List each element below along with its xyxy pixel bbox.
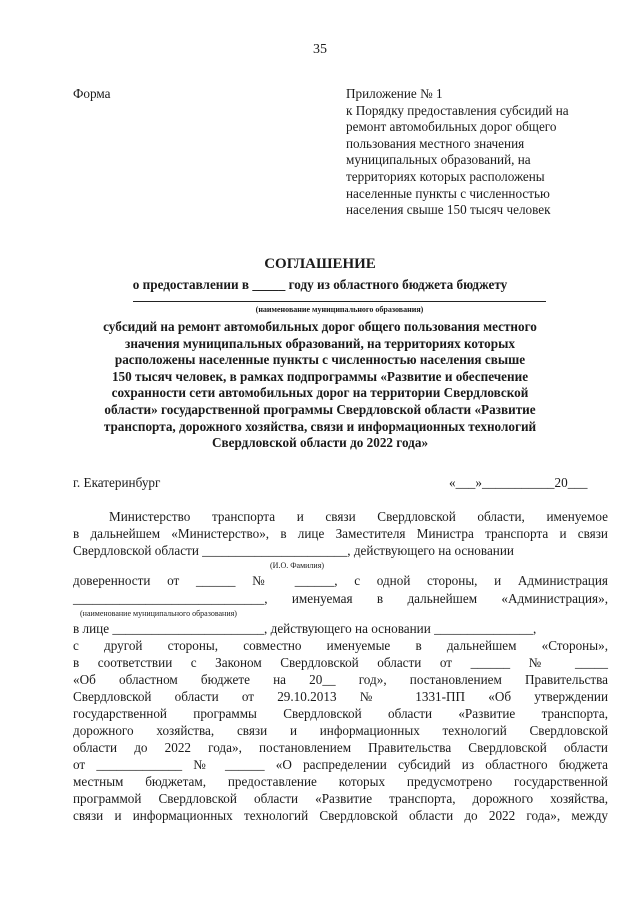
- appendix-line: муниципальных образований, на: [346, 152, 531, 168]
- municipality-caption: (наименование муниципального образования): [255, 305, 424, 314]
- heading-line: Свердловской области до 2022 года»: [211, 435, 429, 451]
- heading-line: области» государственной программы Свердловской области «Развитие: [104, 401, 536, 417]
- body-line: доверенности от ______ № ______, с одной стороны, и Администрация: [73, 573, 608, 588]
- appendix-line: к Порядку предоставления субсидий на: [346, 102, 569, 118]
- body-line: «Об областном бюджете на 20__ год», постановлением Правительства: [73, 672, 608, 687]
- appendix-line: населения свыше 150 тысяч человек: [346, 202, 551, 218]
- heading-line: субсидий на ремонт автомобильных дорог общего пользования местного: [103, 319, 537, 334]
- municipality-caption-small: (наименование муниципального образования): [80, 609, 237, 618]
- body-line: в дальнейшем «Министерство», в лице Заместителя Министра транспорта и связи: [73, 526, 608, 541]
- body-line: государственной программы Свердловской области «Развитие транспорта,: [73, 706, 608, 721]
- appendix-line: населенные пункты с численностью: [346, 185, 550, 201]
- page-number: 35: [313, 42, 327, 57]
- body-line: связи и информационных технологий Свердловской области до 2022 года», между: [73, 808, 608, 823]
- heading-body: [40, 319, 600, 452]
- document-title: СОГЛАШЕНИЕ: [264, 256, 376, 272]
- appendix-line: пользования местного значения: [346, 135, 525, 151]
- heading-line: расположены населенные пункты с численностью населения свыше: [114, 352, 526, 368]
- fio-caption: (И.О. Фамилия): [270, 561, 325, 570]
- body-line: Свердловской области от 29.10.2013 № 1331-ПП «Об утверждении: [73, 689, 608, 704]
- body-line: программой Свердловской области «Развитие транспорта, дорожного хозяйства,: [73, 791, 608, 806]
- municipality-blank-line: [133, 301, 546, 302]
- body-line: Министерство транспорта и связи Свердловской области, именуемое: [109, 509, 608, 524]
- heading-line: сохранности сети автомобильных дорог на территории Свердловской: [111, 385, 529, 401]
- body-line: местным бюджетам, предоставление которых предусмотрено государственной: [73, 774, 608, 789]
- appendix-line: ремонт автомобильных дорог общего: [346, 119, 557, 135]
- heading-line: значения муниципальных образований, на территориях которых: [125, 335, 515, 351]
- document-subtitle: о предоставлении в _____ году из областного бюджета бюджету: [132, 277, 508, 292]
- heading-line: транспорта, дорожного хозяйства, связи и информационных технологий: [103, 418, 537, 434]
- appendix-title: Приложение № 1: [346, 86, 443, 101]
- place-name: г. Екатеринбург: [73, 475, 161, 490]
- body-line: дорожного хозяйства, связи и информационных технологий Свердловской: [73, 723, 608, 738]
- body-line: _____________________________, именуемая в дальнейшем «Администрация»,: [73, 591, 608, 606]
- form-label: Форма: [73, 86, 111, 101]
- agreement-date: «___»___________20___: [449, 475, 588, 490]
- body-line: области до 2022 года», постановлением Правительства Свердловской области: [73, 740, 608, 755]
- heading-line: 150 тысяч человек, в рамках подпрограммы «Развитие и обеспечение: [111, 368, 529, 384]
- body-line: в лице _______________________, действующего на основании _______________,: [73, 621, 537, 636]
- body-line: в соответствии с Законом Свердловской области от ______ № _____: [73, 655, 608, 670]
- appendix-line: территориях которых расположены: [346, 168, 545, 184]
- body-line: с другой стороны, совместно именуемые в дальнейшем «Стороны»,: [73, 638, 608, 653]
- body-line: от _____________ № ______ «О распределении субсидий из областного бюджета: [73, 757, 608, 772]
- body-line: Свердловской области ______________________, действующего на основании: [73, 543, 514, 558]
- appendix-block: [346, 86, 616, 219]
